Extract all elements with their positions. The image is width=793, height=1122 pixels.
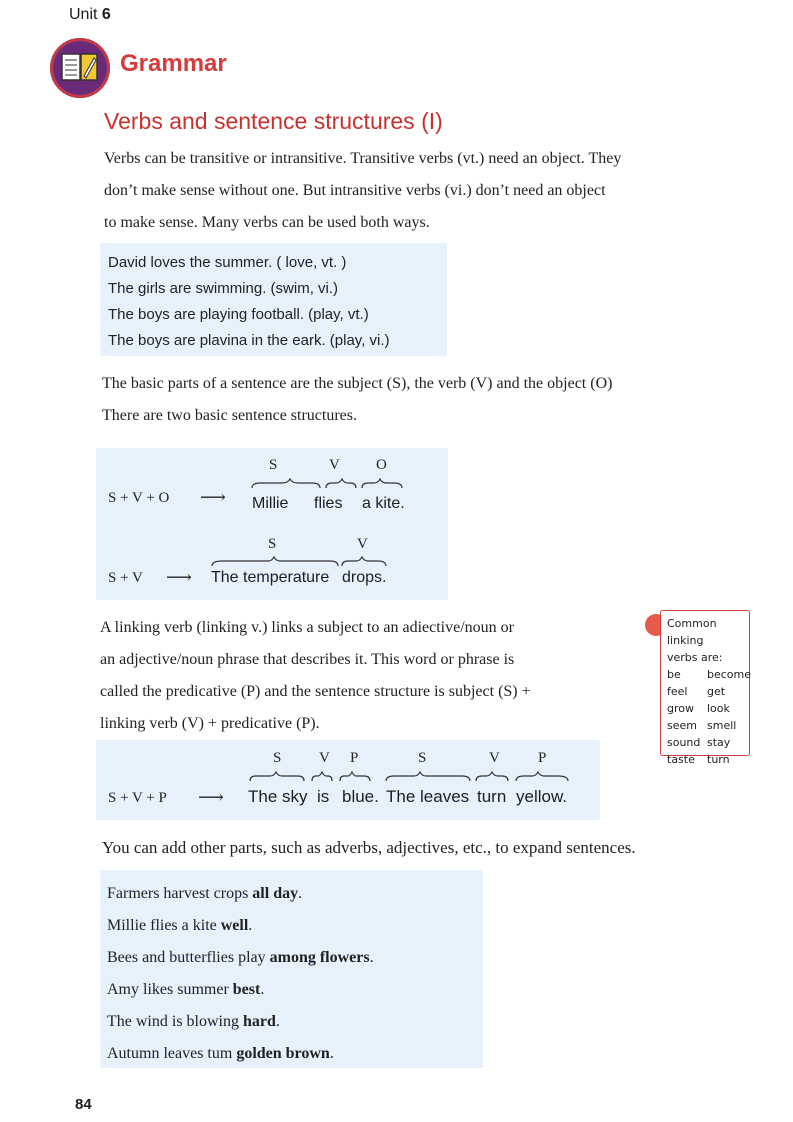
svp-label: S: [418, 750, 427, 766]
expand-paragraph: You can add other parts, such as adverbs, adjectives, etc., to expand sentences.: [102, 838, 636, 857]
example-line: Autumn leaves tum golden brown.: [107, 1045, 334, 1062]
sv-subject-phrase: The temperature: [211, 569, 330, 586]
svo-subject-word: Millie: [252, 495, 289, 512]
example-line: Farmers harvest crops all day.: [107, 885, 303, 902]
notebook-pencil-icon: [50, 38, 110, 98]
example-line: David loves the summer. ( love, vt. ): [108, 254, 347, 271]
svo-label-o: O: [376, 457, 387, 473]
example-line: Bees and butterflies play among flowers.: [107, 949, 374, 966]
example-line: The girls are swimming. (swim, vi.): [108, 280, 339, 297]
tip-box: Common linking verbs are: be become feel get grow look seem smell sound stay taste turn: [660, 610, 750, 756]
linking-paragraph: A linking verb (linking v.) links a subject to an adiective/noun or an adjective/noun phrase that describes it. This word or phrase is called the predicative (P) and the sentence structure is subject (S) + linking verb (V) + predicative (P).: [100, 619, 531, 732]
svp-braces: [246, 771, 576, 785]
example-line: Millie flies a kite well.: [107, 917, 253, 934]
svp-word: blue.: [342, 787, 379, 806]
sv-verb-word: drops.: [342, 569, 387, 586]
svp-formula: S + V + P: [108, 790, 167, 806]
sv-label-v: V: [357, 536, 368, 552]
sv-formula: S + V: [108, 570, 143, 586]
example-line: The boys are playing football. (play, vt.): [108, 306, 369, 323]
example-list-expanded: [107, 878, 374, 1070]
page-title: Verbs and sentence structures (I): [104, 108, 443, 134]
unit-label: Unit 6: [69, 6, 111, 23]
svo-label-v: V: [329, 457, 340, 473]
sv-braces: [208, 556, 398, 570]
svp-label: P: [350, 750, 359, 766]
svo-label-s: S: [269, 457, 278, 473]
svo-formula: S + V + O: [108, 490, 170, 506]
basic-parts-paragraph: The basic parts of a sentence are the subject (S), the verb (V) and the object (O) There are two basic sentence structures.: [102, 375, 613, 424]
svp-word: is: [317, 787, 330, 806]
linking-verb-list: be become feel get grow look seem smell sound stay taste turn: [667, 668, 752, 766]
svp-word: yellow.: [516, 787, 568, 806]
svp-word: The leaves: [386, 787, 470, 806]
sv-label-s: S: [268, 536, 277, 552]
svo-object-word: a kite.: [362, 495, 405, 512]
intro-paragraph: Verbs can be transitive or intransitive. Transitive verbs (vt.) need an object. They don’t make sense without one. But intransitive verbs (vi.) don’t need an object to make sense. Many verbs can be used both ways.: [104, 150, 622, 231]
section-heading: Grammar: [120, 50, 227, 77]
example-list-transitive: [108, 250, 390, 354]
example-line: Amy likes summer best.: [107, 981, 265, 998]
arrow-icon: ⟶: [166, 567, 192, 588]
svo-braces: [250, 478, 410, 492]
arrow-icon: ⟶: [200, 487, 226, 508]
page-number: 84: [75, 1096, 92, 1113]
example-line: The boys are plavina in the eark. (play, vi.): [108, 332, 390, 349]
svp-label: V: [489, 750, 500, 766]
arrow-icon: ⟶: [198, 787, 224, 808]
svp-word: The sky: [248, 787, 308, 806]
example-line: The wind is blowing hard.: [107, 1013, 280, 1030]
svp-label: P: [538, 750, 547, 766]
unit-number: 6: [101, 6, 111, 23]
svo-verb-word: flies: [314, 495, 343, 512]
svp-word: turn: [477, 787, 507, 806]
svp-label: V: [319, 750, 330, 766]
svp-label: S: [273, 750, 282, 766]
